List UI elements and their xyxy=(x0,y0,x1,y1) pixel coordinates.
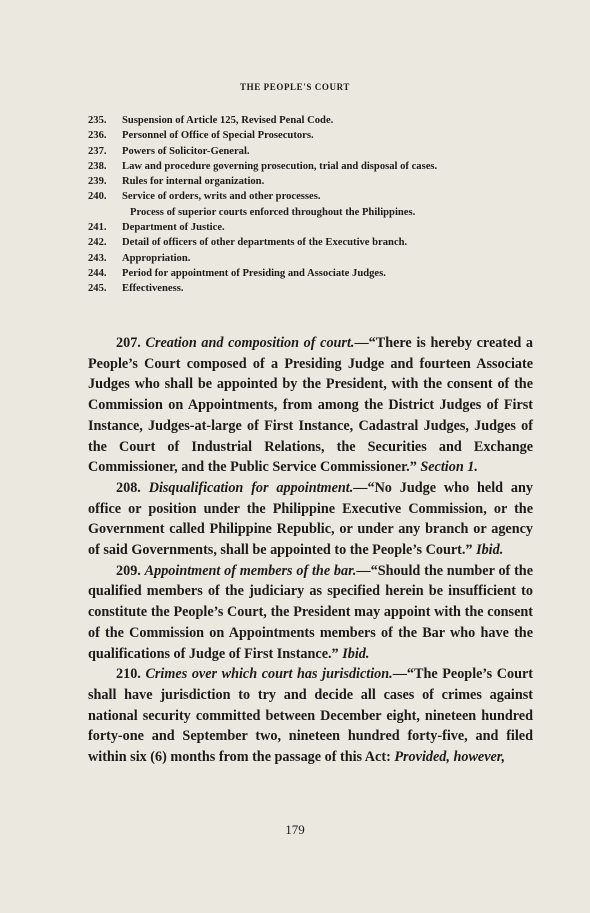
section-number: 238. xyxy=(88,160,107,172)
section-title: Rules for internal organization. xyxy=(122,176,265,188)
section-subtitle: Process of superior courts enforced throughout the Philippines. xyxy=(130,206,416,218)
citation: Ibid. xyxy=(342,645,370,662)
section-title: Service of orders, writs and other processes. xyxy=(122,191,321,203)
section-list xyxy=(88,113,533,297)
section-title: Personnel of Office of Special Prosecutors. xyxy=(122,130,314,142)
section-number: 244. xyxy=(88,267,107,279)
section-title: Detail of officers of other departments of the Executive branch. xyxy=(122,237,408,249)
paragraph-number: 209. xyxy=(116,562,141,579)
paragraph xyxy=(88,333,533,478)
section-title: Powers of Solicitor-General. xyxy=(122,145,250,157)
section-number: 242. xyxy=(88,237,107,249)
section-title: Law and procedure governing prosecution, trial and disposal of cases. xyxy=(122,160,438,172)
section-list-item xyxy=(88,128,533,143)
section-number: 236. xyxy=(88,130,107,142)
paragraph-heading: Creation and composition of court. xyxy=(145,335,355,351)
paragraph-body: —“There is hereby created a People’s Court composed of a Presiding Judge and fourteen Associate Judges who shall be appointed by the President, with the consent of the Commission on Appointments, from among the District Judges of First Instance, Judges-at-large of First Instance, Cadastral Judges, Judges of the Court of Industrial Relations, the Securities and Exchange Commissioner, and the Public Service Commissioner.” xyxy=(88,335,534,476)
paragraph-body: —“No Judge who held any office or position under the Philippine Executive Commission, or the Government called Philippine Republic, or under any branch or agency of said Governments, shall be appointed to the People’s Court.” xyxy=(88,479,534,559)
citation: Ibid. xyxy=(476,542,504,559)
section-number: 237. xyxy=(88,145,107,157)
section-list-item xyxy=(88,281,533,296)
page-number: 179 xyxy=(285,822,305,837)
paragraph-heading: Disqualification for appointment. xyxy=(148,479,354,496)
paragraph xyxy=(88,664,533,768)
running-head: THE PEOPLE'S COURT xyxy=(239,82,350,92)
section-number: 245. xyxy=(88,283,107,295)
paragraph xyxy=(88,478,533,561)
paragraph-number: 208. xyxy=(116,479,141,496)
section-number: 241. xyxy=(88,222,107,234)
section-list-item xyxy=(88,251,533,266)
section-list-item xyxy=(88,113,533,128)
section-number: 240. xyxy=(88,191,107,203)
section-title: Suspension of Article 125, Revised Penal Code. xyxy=(122,115,334,126)
paragraph-heading: Crimes over which court has jurisdiction. xyxy=(145,666,393,683)
body-text xyxy=(88,333,533,768)
section-list-item xyxy=(88,189,533,204)
citation: Provided, however, xyxy=(394,749,506,766)
section-number: 239. xyxy=(88,176,107,188)
citation: Section 1. xyxy=(420,459,478,476)
section-number: 235. xyxy=(88,115,107,126)
paragraph-body: —“Should the number of the qualified members of the judiciary as specified herein be insufficient to constitute the People’s Court, the President may appoint with the consent of the Commission on Appointments members of the Bar who have the qualifications of Judge of First Instance.” xyxy=(88,562,533,662)
paragraph-body: —“The People’s Court shall have jurisdiction to try and decide all cases of crimes against national security committed between December eight, nineteen hundred forty-one and September two, nineteen hundred forty-five, and filed within six (6) months from the passage of this Act: xyxy=(88,666,534,766)
paragraph-number: 207. xyxy=(116,335,141,351)
paragraph-heading: Appointment of members of the bar. xyxy=(144,562,357,579)
section-title: Appropriation. xyxy=(122,252,191,264)
section-list-item xyxy=(88,174,533,189)
paragraph-number: 210. xyxy=(116,666,141,683)
section-list-item xyxy=(88,235,533,250)
section-title: Effectiveness. xyxy=(122,283,184,295)
section-title: Department of Justice. xyxy=(122,222,225,234)
section-list-item xyxy=(88,159,533,174)
section-list-item xyxy=(88,220,533,235)
section-title: Period for appointment of Presiding and Associate Judges. xyxy=(122,267,386,279)
section-list-item xyxy=(88,266,533,281)
paragraph xyxy=(88,561,533,665)
section-list-item xyxy=(88,144,533,159)
section-number: 243. xyxy=(88,252,107,264)
